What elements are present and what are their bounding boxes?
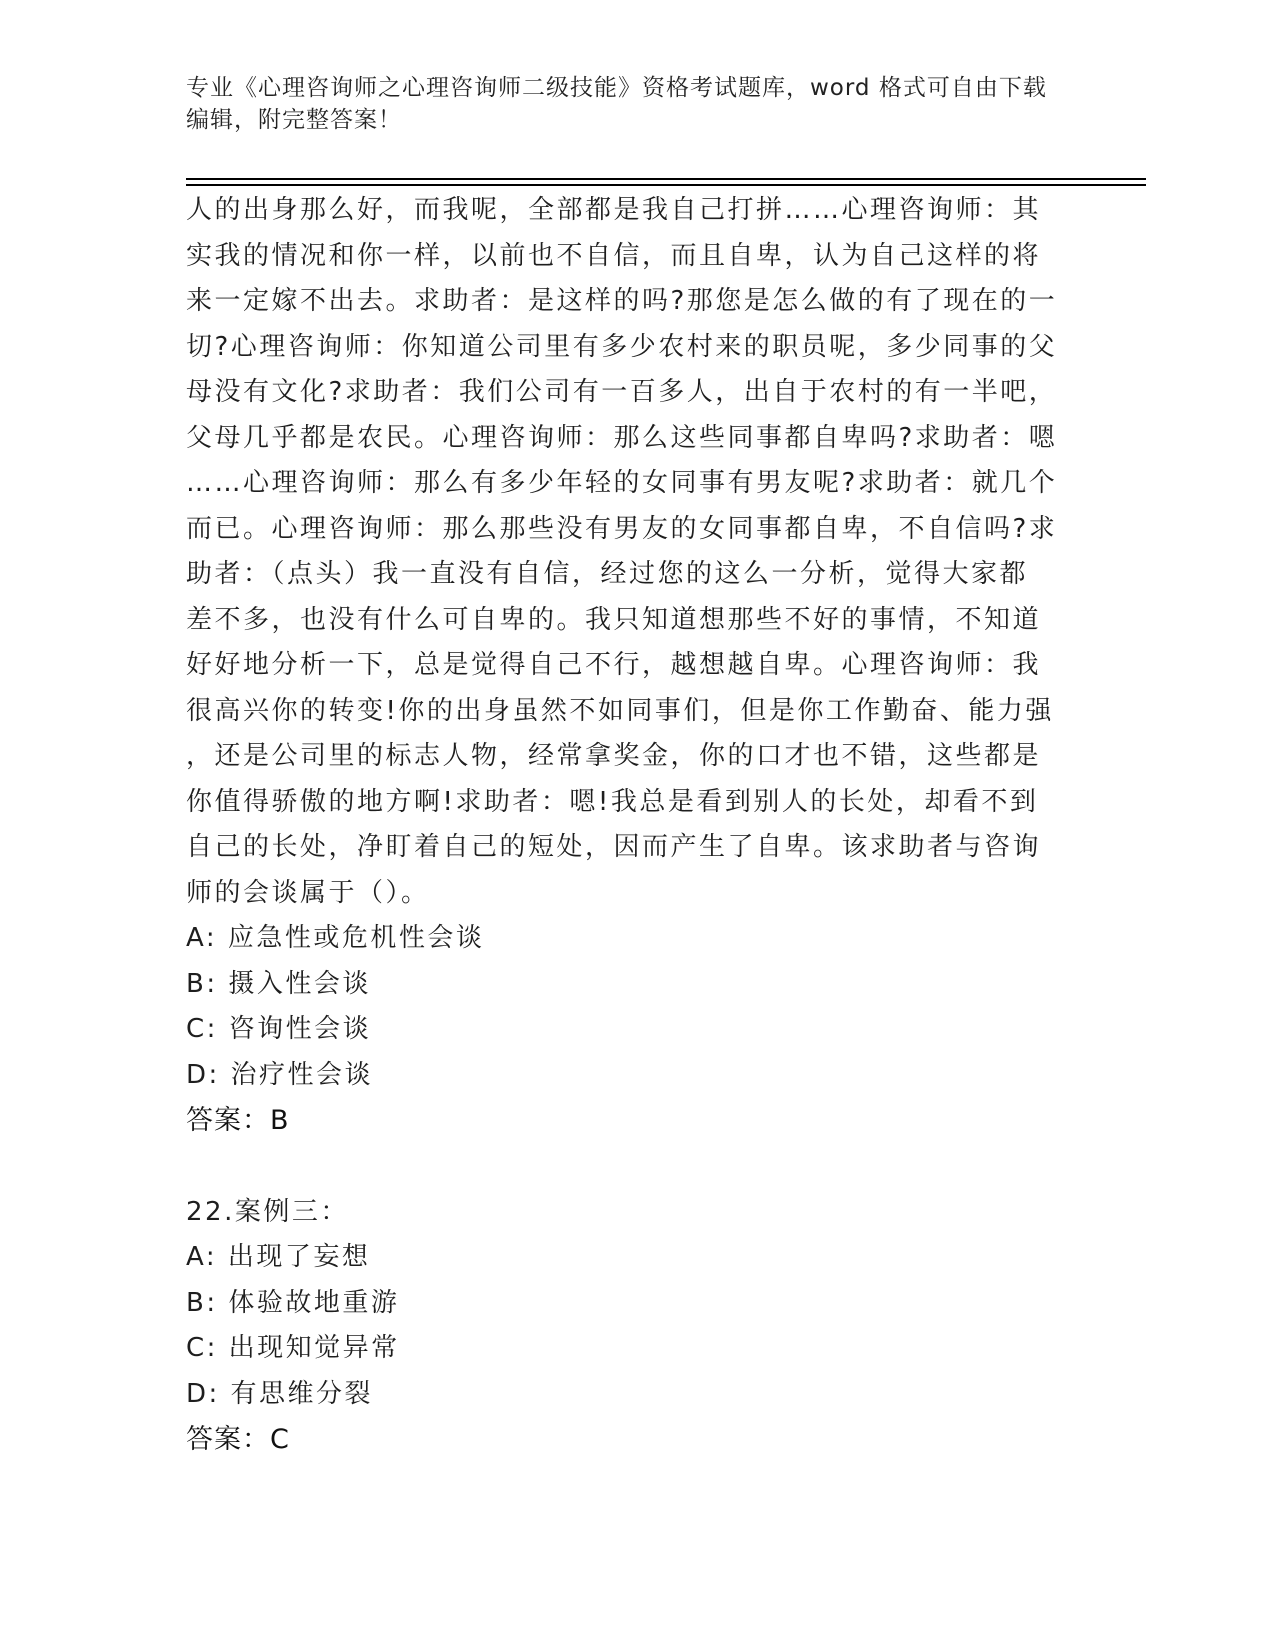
header-rule-bottom	[186, 184, 1146, 186]
question-21-line: 而已。心理咨询师：那么那些没有男友的女同事都自卑，不自信吗?求	[186, 513, 1058, 544]
header-line-2: 编辑，附完整答案！	[186, 107, 402, 133]
question-21-answer: 答案：B	[186, 1105, 290, 1136]
question-21-line: 父母几乎都是农民。心理咨询师：那么这些同事都自卑吗?求助者：嗯	[186, 422, 1058, 453]
question-21-option-d: D: 治疗性会谈	[186, 1059, 374, 1090]
question-22-answer: 答案：C	[186, 1424, 290, 1455]
question-21-line: 实我的情况和你一样，以前也不自信，而且自卑，认为自己这样的将	[186, 240, 1042, 271]
question-21-line: 切?心理咨询师：你知道公司里有多少农村来的职员呢，多少同事的父	[186, 331, 1058, 362]
question-21-line: 人的出身那么好，而我呢，全部都是我自己打拼……心理咨询师：其	[186, 195, 1042, 225]
question-21-line: 你值得骄傲的地方啊!求助者：嗯!我总是看到别人的长处，却看不到	[186, 786, 1039, 817]
question-21-option-b: B: 摄入性会谈	[186, 968, 371, 999]
question-22-option-b: B: 体验故地重游	[186, 1287, 400, 1318]
question-21-line: ……心理咨询师：那么有多少年轻的女同事有男友呢?求助者：就几个	[186, 468, 1058, 498]
question-21-line: 母没有文化?求助者：我们公司有一百多人，出自于农村的有一半吧，	[186, 377, 1058, 407]
question-22-option-d: D: 有思维分裂	[186, 1378, 374, 1409]
header-rule-top	[186, 178, 1146, 180]
question-21-line: 自己的长处，净盯着自己的短处，因而产生了自卑。该求助者与咨询	[186, 832, 1042, 862]
question-21-line: 好好地分析一下，总是觉得自己不行，越想越自卑。心理咨询师：我	[186, 650, 1042, 680]
question-spacer	[186, 1144, 1086, 1190]
question-22-option-a: A: 出现了妄想	[186, 1242, 371, 1272]
question-22-option-c: C: 出现知觉异常	[186, 1333, 400, 1363]
question-21-line: 来一定嫁不出去。求助者：是这样的吗?那您是怎么做的有了现在的一	[186, 286, 1058, 316]
question-21-line: 差不多，也没有什么可自卑的。我只知道想那些不好的事情，不知道	[186, 604, 1042, 635]
question-22-title: 22.案例三：	[186, 1196, 349, 1227]
question-21-option-a: A: 应急性或危机性会谈	[186, 923, 485, 953]
question-21	[186, 188, 1086, 1144]
document-header	[186, 72, 1066, 136]
document-body	[186, 188, 1086, 1463]
question-21-line: ，还是公司里的标志人物，经常拿奖金，你的口才也不错，这些都是	[186, 741, 1042, 771]
question-21-line: 师的会谈属于（）。	[186, 877, 430, 908]
question-22	[186, 1190, 1086, 1463]
header-line-1: 专业《心理咨询师之心理咨询师二级技能》资格考试题库，word 格式可自由下载	[186, 75, 1047, 101]
question-21-line: 助者：（点头）我一直没有自信，经过您的这么一分析，觉得大家都	[186, 559, 1029, 589]
question-21-line: 很高兴你的转变!你的出身虽然不如同事们，但是你工作勤奋、能力强	[186, 695, 1054, 726]
question-21-option-c: C: 咨询性会谈	[186, 1014, 372, 1044]
